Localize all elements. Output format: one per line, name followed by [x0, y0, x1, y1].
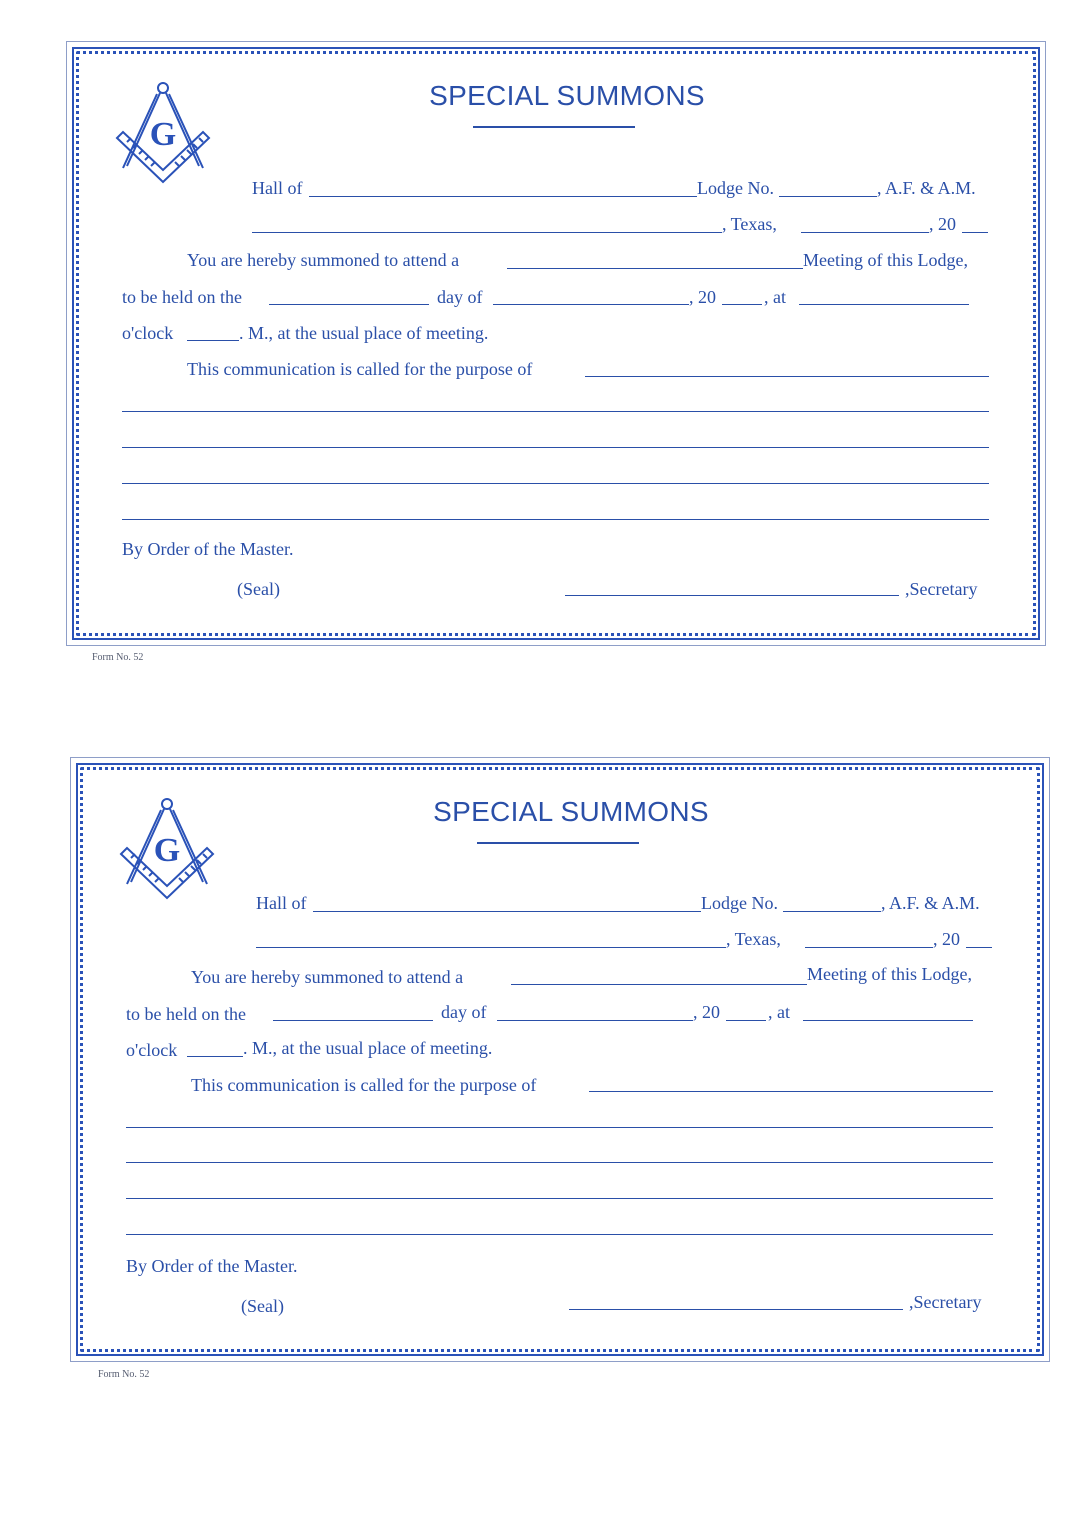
secretary-signature-field[interactable] — [569, 1309, 903, 1310]
usual-place-text: . M., at the usual place of meeting. — [243, 1038, 493, 1058]
date-field[interactable] — [801, 232, 929, 233]
hall-name-field[interactable] — [309, 196, 697, 197]
hall-of-label: Hall of — [252, 178, 303, 198]
title-underline — [473, 126, 635, 128]
day-number-field[interactable] — [269, 304, 429, 305]
secretary-signature-field[interactable] — [565, 595, 899, 596]
year-field[interactable] — [962, 232, 988, 233]
af-am-label: , A.F. & A.M. — [877, 178, 976, 198]
am-pm-field[interactable] — [187, 1056, 243, 1057]
year2-label: , 20 — [689, 287, 716, 307]
purpose-field[interactable] — [585, 376, 989, 377]
time-field[interactable] — [799, 304, 969, 305]
at-label: , at — [768, 1002, 790, 1022]
time-field[interactable] — [803, 1020, 973, 1021]
seal-label: (Seal) — [237, 579, 280, 599]
form-title: SPECIAL SUMMONS — [429, 80, 705, 111]
held-on-label: to be held on the — [126, 1004, 246, 1024]
day-of-label: day of — [437, 287, 483, 307]
summons-form-1 — [66, 41, 1046, 646]
purpose-line-3[interactable] — [126, 1162, 993, 1163]
lodge-number-field[interactable] — [779, 196, 877, 197]
meeting-label: Meeting of this Lodge, — [803, 250, 968, 270]
year-prefix-label: , 20 — [929, 214, 956, 234]
month-field[interactable] — [497, 1020, 693, 1021]
year2-label: , 20 — [693, 1002, 720, 1022]
meeting-type-field[interactable] — [511, 984, 807, 985]
lodge-number-field[interactable] — [783, 911, 881, 912]
purpose-line-2[interactable] — [122, 411, 989, 412]
purpose-field[interactable] — [589, 1091, 993, 1092]
form-number: Form No. 52 — [98, 1369, 150, 1380]
year2-field[interactable] — [726, 1020, 766, 1021]
purpose-line-2[interactable] — [126, 1127, 993, 1128]
by-order-text: By Order of the Master. — [122, 539, 294, 559]
by-order-text: By Order of the Master. — [126, 1256, 298, 1276]
af-am-label: , A.F. & A.M. — [881, 893, 980, 913]
day-of-label: day of — [441, 1002, 487, 1022]
held-on-label: to be held on the — [122, 287, 242, 307]
form-number: Form No. 52 — [92, 652, 144, 663]
oclock-label: o'clock — [126, 1040, 178, 1060]
purpose-line-3[interactable] — [122, 447, 989, 448]
oclock-label: o'clock — [122, 323, 174, 343]
svg-text:G: G — [149, 116, 177, 153]
year-prefix-label: , 20 — [933, 929, 960, 949]
usual-place-text: . M., at the usual place of meeting. — [239, 323, 489, 343]
meeting-label: Meeting of this Lodge, — [807, 964, 972, 984]
texas-label: , Texas, — [726, 929, 781, 949]
date-field[interactable] — [805, 947, 933, 948]
purpose-line-5[interactable] — [126, 1234, 993, 1235]
summoned-text: You are hereby summoned to attend a — [187, 250, 460, 270]
secretary-label: ,Secretary — [905, 579, 978, 599]
day-number-field[interactable] — [273, 1020, 433, 1021]
hall-name-field[interactable] — [313, 911, 701, 912]
texas-label: , Texas, — [722, 214, 777, 234]
purpose-label: This communication is called for the purpose of — [187, 359, 533, 379]
city-field[interactable] — [256, 947, 726, 948]
year-field[interactable] — [966, 947, 992, 948]
purpose-line-4[interactable] — [122, 483, 989, 484]
purpose-label: This communication is called for the purpose of — [191, 1075, 537, 1095]
am-pm-field[interactable] — [187, 340, 239, 341]
purpose-line-5[interactable] — [122, 519, 989, 520]
summoned-text: You are hereby summoned to attend a — [191, 967, 464, 987]
at-label: , at — [764, 287, 786, 307]
svg-text:G: G — [153, 832, 181, 869]
seal-label: (Seal) — [241, 1296, 284, 1316]
year2-field[interactable] — [722, 304, 762, 305]
city-field[interactable] — [252, 232, 722, 233]
summons-form-2 — [70, 757, 1050, 1362]
secretary-label: ,Secretary — [909, 1292, 982, 1312]
lodge-no-label: Lodge No. — [701, 893, 778, 913]
form-title: SPECIAL SUMMONS — [433, 796, 709, 827]
hall-of-label: Hall of — [256, 893, 307, 913]
purpose-line-4[interactable] — [126, 1198, 993, 1199]
lodge-no-label: Lodge No. — [697, 178, 774, 198]
month-field[interactable] — [493, 304, 689, 305]
meeting-type-field[interactable] — [507, 268, 803, 269]
title-underline — [477, 842, 639, 844]
